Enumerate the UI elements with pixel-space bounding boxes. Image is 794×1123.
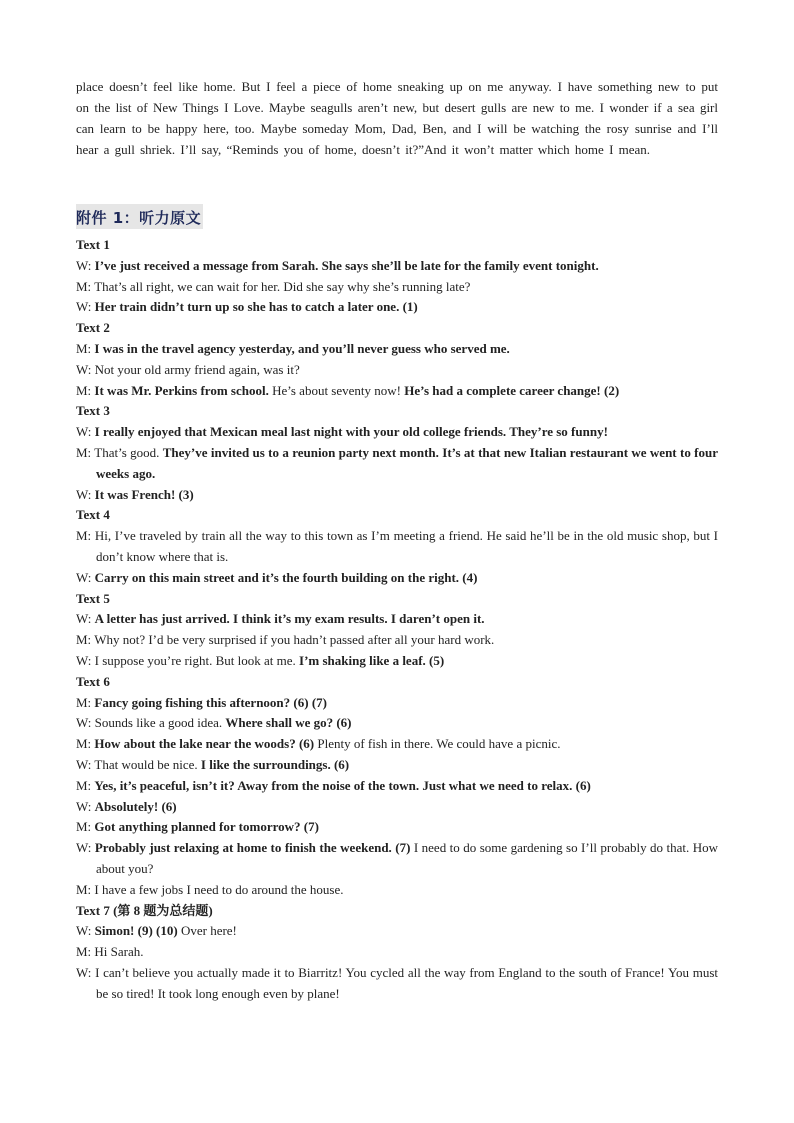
dialogue-line: [76, 713, 718, 734]
speaker-label: M:: [76, 278, 95, 294]
speaker-label: W:: [76, 424, 95, 440]
dialogue-line: [76, 630, 718, 651]
key-sentence: I like the surroundings. (6): [200, 756, 350, 772]
dialogue-line: [76, 422, 718, 443]
dialogue-line: [76, 381, 718, 402]
text-section-title: Text 6: [76, 673, 110, 689]
speaker-label: W:: [76, 964, 96, 980]
dialogue-text: That’s all right, we can wait for her. Did she say why she’s running late?: [94, 278, 471, 294]
speaker-label: W:: [76, 798, 95, 814]
speaker-label: W:: [76, 257, 95, 273]
dialogue-line: [76, 797, 718, 818]
speaker-label: M:: [76, 819, 95, 835]
key-sentence: I really enjoyed that Mexican meal last night with your old college friends. They’re so funny!: [94, 424, 608, 440]
key-sentence: A letter has just arrived. I think it’s my exam results. I daren’t open it.: [94, 611, 485, 627]
speaker-label: W:: [76, 569, 95, 585]
dialogue-text: I can’t believe you actually made it to Biarritz! You cycled all the way from England to the south of France! You must be so tired! It took long enough even by plane!: [95, 964, 718, 1001]
key-sentence: How about the lake near the woods? (6): [94, 736, 315, 752]
speaker-label: M:: [76, 382, 95, 398]
key-sentence: Simon! (9) (10): [94, 923, 178, 939]
speaker-label: W:: [76, 361, 95, 377]
dialogue-line: [76, 963, 718, 1005]
key-sentence: Absolutely! (6): [94, 798, 177, 814]
dialogue-text: I need to do some gardening so I’ll probably do that. How about you?: [96, 840, 718, 876]
speaker-label: M:: [76, 777, 95, 793]
dialogue-line: [76, 339, 718, 360]
dialogue-text: I suppose you’re right. But look at me.: [94, 652, 300, 668]
dialogue-text: Plenty of fish in there. We could have a picnic.: [314, 736, 561, 752]
dialogue-line: [76, 360, 718, 381]
text-section: [76, 401, 718, 505]
speaker-label: W:: [76, 299, 95, 315]
dialogue-text: Hi Sarah.: [94, 944, 144, 960]
text-section: [76, 901, 718, 1005]
dialogue-text: That would be nice.: [94, 756, 201, 772]
speaker-label: W:: [76, 840, 95, 856]
speaker-label: M:: [76, 881, 95, 897]
key-sentence: Yes, it’s peaceful, isn’t it? Away from the noise of the town. Just what we need to relax. (6): [94, 777, 591, 793]
intro-paragraph: place doesn’t feel like home. But I feel a piece of home sneaking up on me anyway. I have something new to put on the list of New Things I Love. Maybe seagulls aren’t new, but desert gulls are new to me. I wonder if a sea girl can learn to be happy here, too. Maybe someday Mom, Dad, Ben, and I will be watching the rosy sunrise and I’ll hear a gull shriek. I’ll say, “Reminds you of home, doesn’t it?”And it won’t matter which home I mean.: [76, 79, 718, 157]
speaker-label: W:: [76, 652, 95, 668]
dialogue-line: [76, 921, 718, 942]
key-sentence: I’m shaking like a leaf. (5): [299, 652, 445, 668]
dialogue-text: Over here!: [177, 923, 237, 939]
dialogue-line: [76, 776, 718, 797]
text-section: [76, 505, 718, 588]
text-section: [76, 672, 718, 901]
dialogue-line: [76, 693, 718, 714]
speaker-label: M:: [76, 944, 95, 960]
dialogue-text: Not your old army friend again, was it?: [94, 361, 300, 377]
speaker-label: W:: [76, 486, 95, 502]
key-sentence: Where shall we go? (6): [225, 715, 352, 731]
text-section: [76, 318, 718, 401]
dialogue-line: [76, 734, 718, 755]
speaker-label: W:: [76, 923, 95, 939]
speaker-label: M:: [76, 632, 95, 648]
key-sentence: I was in the travel agency yesterday, and you’ll never guess who served me.: [94, 340, 510, 356]
key-sentence: Got anything planned for tomorrow? (7): [94, 819, 319, 835]
dialogue-text: Hi, I’ve traveled by train all the way to this town as I’m meeting a friend. He said he’ll be in the old music shop, but I don’t know where that is.: [94, 528, 718, 564]
dialogue-line: [76, 755, 718, 776]
key-sentence: Carry on this main street and it’s the fourth building on the right. (4): [94, 569, 478, 585]
dialogue-text: He’s about seventy now!: [268, 382, 405, 398]
key-sentence: I’ve just received a message from Sarah. She says she’ll be late for the family event tonight.: [94, 257, 599, 273]
key-sentence: Fancy going fishing this afternoon? (6) (7): [94, 694, 327, 710]
text-section-title: Text 1: [76, 237, 110, 252]
key-sentence: It was Mr. Perkins from school.: [94, 382, 269, 398]
text-section: [76, 235, 718, 318]
dialogue-line: [76, 942, 718, 963]
speaker-label: M:: [76, 528, 95, 544]
dialogue-text: Sounds like a good idea.: [94, 715, 226, 731]
text-section-title: Text 5: [76, 590, 110, 606]
dialogue-line: [76, 443, 718, 485]
listening-transcript: [76, 235, 718, 1004]
appendix-heading: 附件 1：听力原文: [76, 204, 203, 229]
key-sentence: They’ve invited us to a reunion party next month. It’s at that new Italian restaurant we went to four weeks ago.: [96, 444, 718, 481]
dialogue-text: Why not? I’d be very surprised if you hadn’t passed after all your hard work.: [94, 632, 495, 648]
document-page: [76, 76, 718, 1004]
dialogue-line: [76, 817, 718, 838]
dialogue-line: [76, 651, 718, 672]
text-section-title: Text 4: [76, 507, 110, 523]
text-section-title: Text 3: [76, 403, 110, 419]
dialogue-line: [76, 277, 718, 298]
dialogue-line: [76, 568, 718, 589]
dialogue-line: [76, 609, 718, 630]
speaker-label: M:: [76, 694, 95, 710]
dialogue-line: [76, 297, 718, 318]
dialogue-line: [76, 880, 718, 901]
text-section: [76, 589, 718, 672]
speaker-label: W:: [76, 715, 95, 731]
speaker-label: M:: [76, 340, 95, 356]
speaker-label: M:: [76, 736, 95, 752]
speaker-label: W:: [76, 756, 95, 772]
dialogue-line: [76, 526, 718, 568]
key-sentence: Probably just relaxing at home to finish the weekend. (7): [94, 840, 411, 856]
text-section-title: Text 2: [76, 320, 110, 336]
dialogue-text: That’s good.: [94, 444, 163, 460]
dialogue-line: [76, 485, 718, 506]
key-sentence: It was French! (3): [94, 486, 194, 502]
key-sentence: He’s had a complete career change! (2): [404, 382, 620, 398]
dialogue-text: I have a few jobs I need to do around the house.: [94, 881, 344, 897]
text-section-title: Text 7 (第 8 题为总结题): [76, 902, 213, 918]
dialogue-line: [76, 838, 718, 880]
speaker-label: W:: [76, 611, 95, 627]
dialogue-line: [76, 256, 718, 277]
speaker-label: M:: [76, 444, 95, 460]
key-sentence: Her train didn’t turn up so she has to catch a later one. (1): [94, 299, 418, 315]
